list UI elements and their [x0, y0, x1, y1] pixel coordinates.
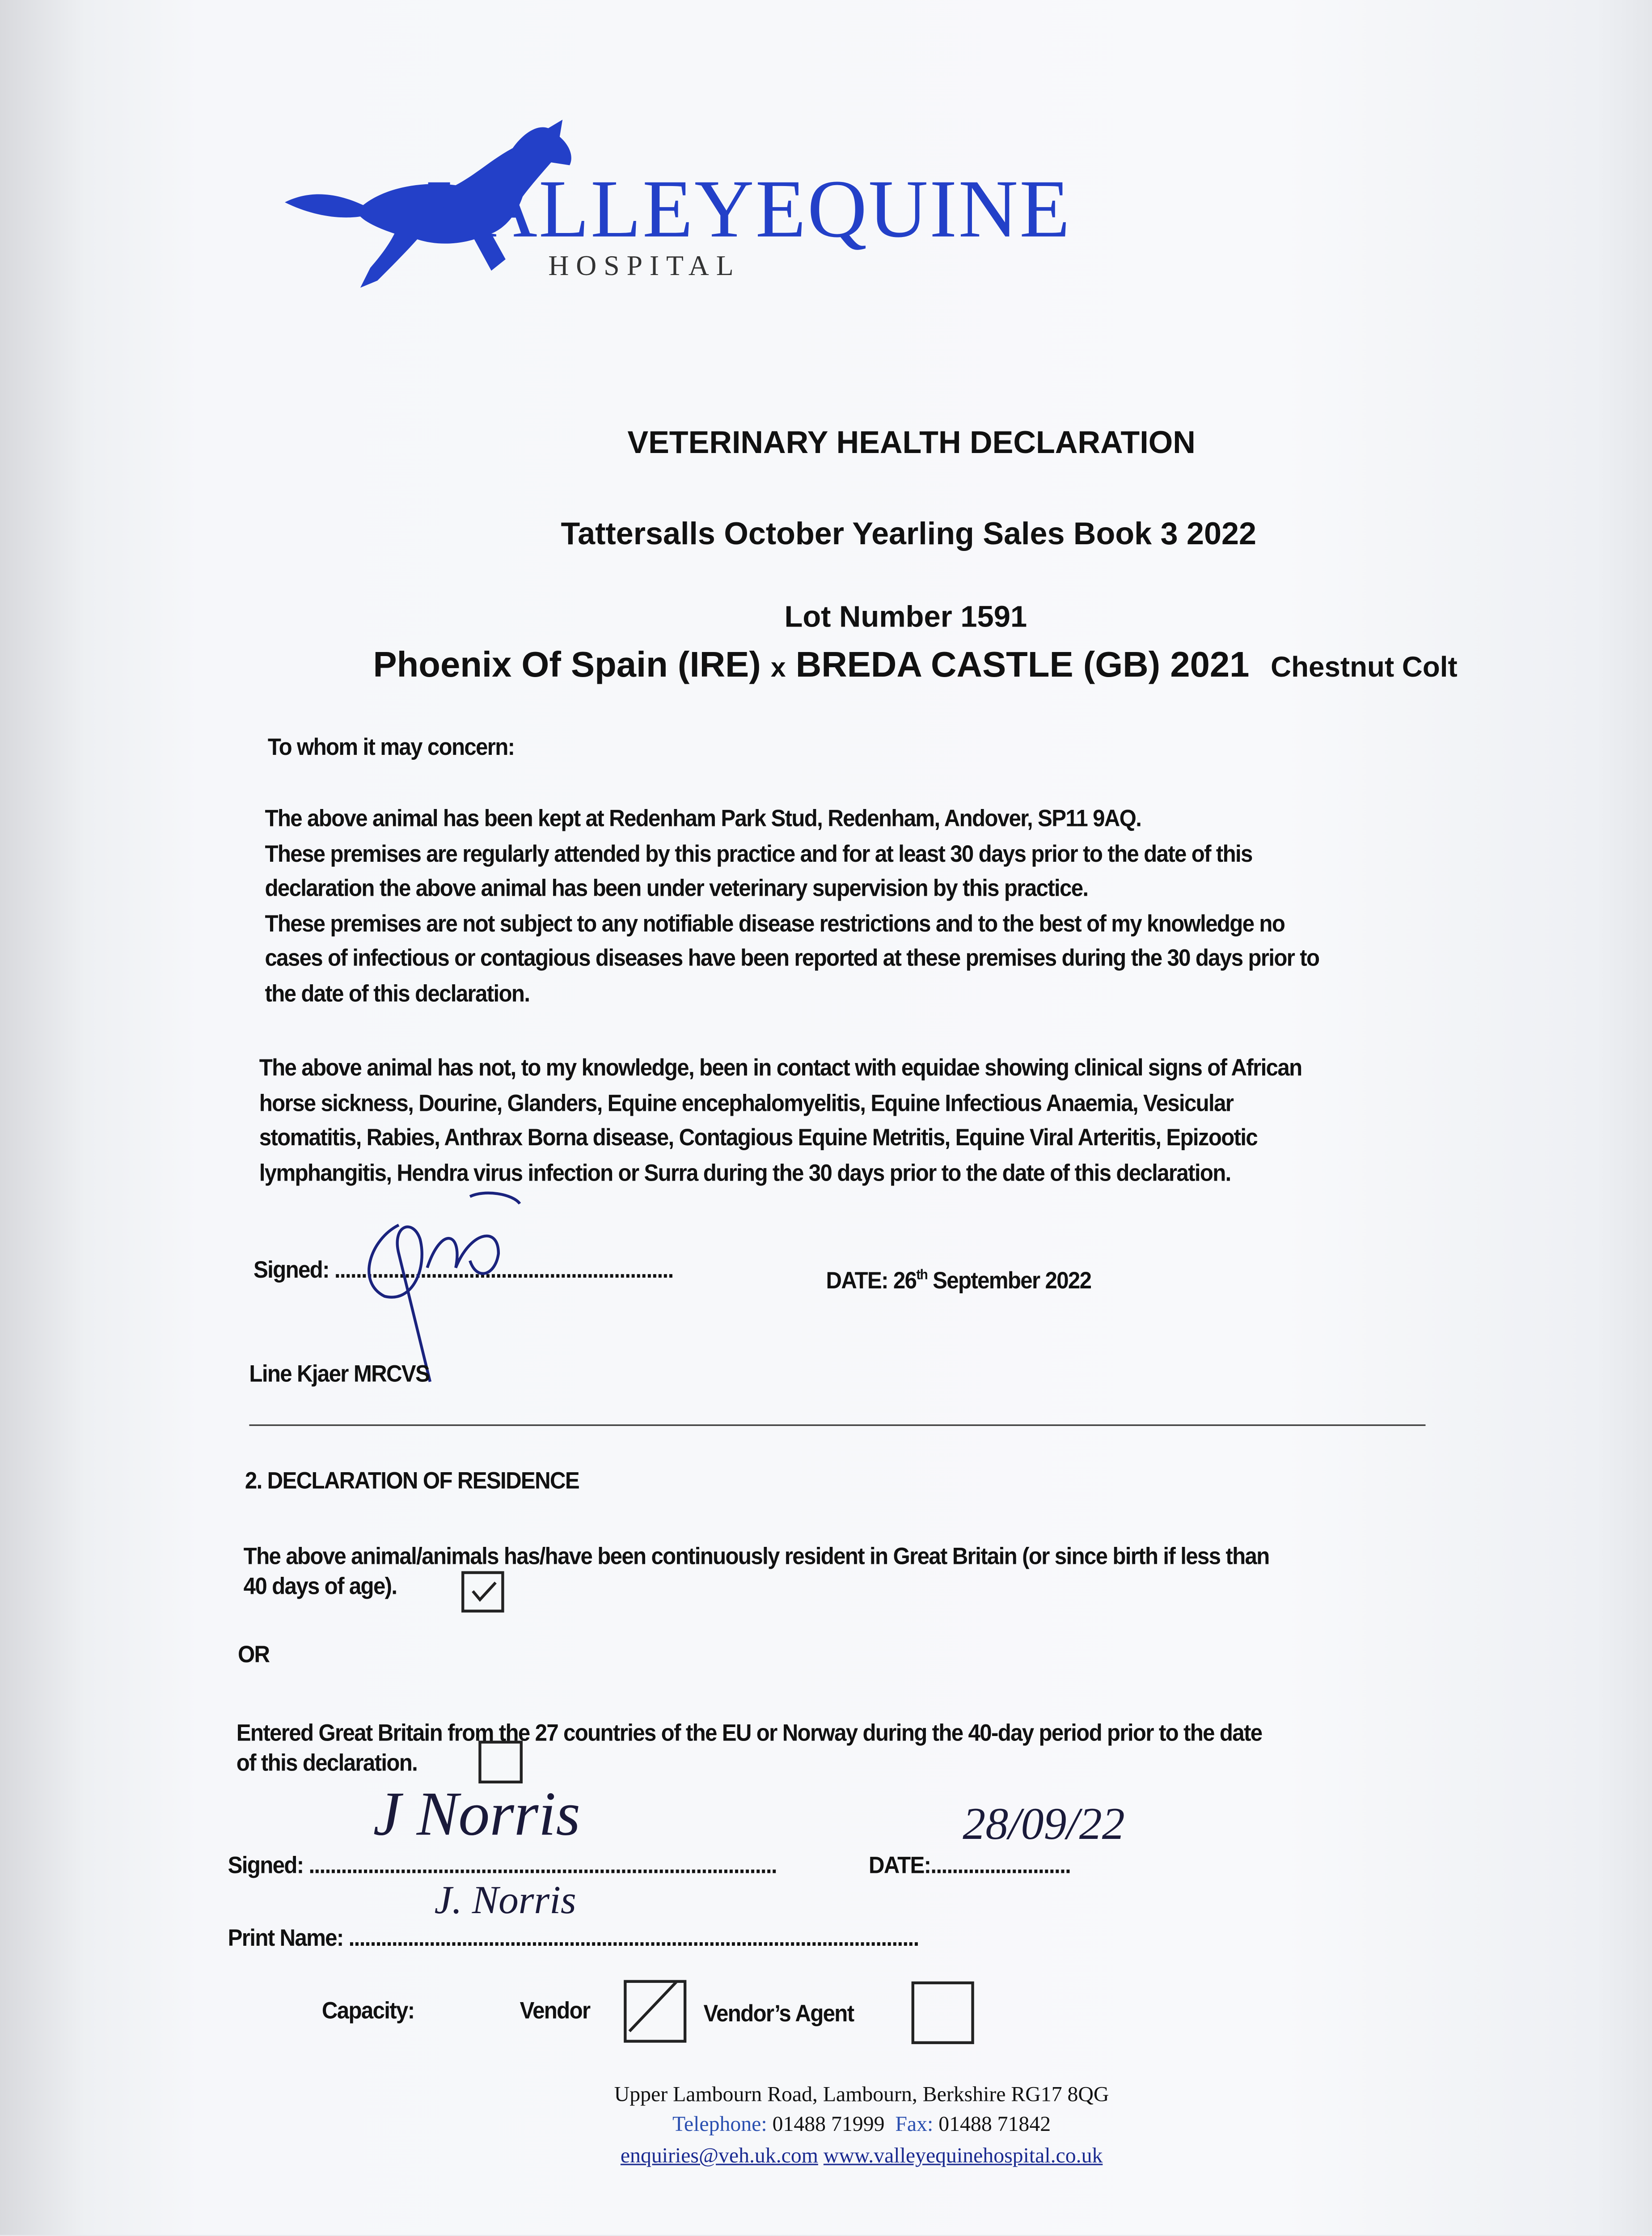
vendors-agent-label: Vendor’s Agent — [703, 2000, 854, 2027]
capacity-label: Capacity: — [321, 1997, 414, 2024]
vendor-signature: J Norris — [373, 1779, 580, 1849]
cross: x — [770, 654, 786, 684]
fax-label: Fax: — [895, 2113, 934, 2137]
website-link[interactable]: www.valleyequinehospital.co.uk — [823, 2145, 1103, 2168]
text-line: Entered Great Britain from the 27 countries of the EU or Norway during the 40-day period prior to the date — [236, 1719, 1262, 1747]
vendor-date-value: 28/09/22 — [963, 1797, 1125, 1849]
check-icon — [464, 1574, 501, 1610]
date-suffix: th — [916, 1267, 928, 1283]
dam: BREDA CASTLE (GB) 2021 — [795, 645, 1250, 686]
text-line: stomatitis, Rabies, Anthrax Borna disease, Contagious Equine Metritis, Equine Viral Arteritis, Epizootic — [259, 1124, 1258, 1151]
vet-signed-label: Signed: ............................................................... — [253, 1256, 673, 1283]
telephone-number: 01488 71999 — [772, 2113, 885, 2137]
lot-number: Lot Number 1591 — [784, 601, 1027, 634]
residence-option-2 — [237, 1718, 1262, 1778]
text-line: of this declaration. — [236, 1749, 418, 1777]
footer-contact — [506, 2113, 1218, 2138]
vendor-signed-label: Signed: ....................................................................................... — [228, 1851, 777, 1879]
text-line: cases of infectious or contagious diseases have been reported at these premises during the 30 days prior to — [265, 944, 1319, 972]
text-line: The above animal/animals has/have been continuously resident in Great Britain (or since birth if less than — [243, 1542, 1269, 1570]
entered-gb-checkbox[interactable] — [478, 1741, 523, 1783]
text-line: The above animal has not, to my knowledge, been in contact with equidae showing clinical signs of African — [259, 1054, 1302, 1081]
footer-address: Upper Lambourn Road, Lambourn, Berkshire RG17 8QG — [614, 2084, 1109, 2107]
text-line: These premises are not subject to any notifiable disease restrictions and to the best of my knowledge no — [265, 909, 1285, 937]
fax-number: 01488 71842 — [938, 2113, 1051, 2137]
sale-name: Tattersalls October Yearling Sales Book 3 2022 — [561, 516, 1256, 551]
print-name-value: J. Norris — [434, 1879, 576, 1923]
email-link[interactable]: enquiries@veh.uk.com — [620, 2145, 818, 2168]
check-icon — [627, 1983, 684, 2040]
text-line: 40 days of age). — [243, 1572, 397, 1600]
paragraph-premises — [265, 802, 1319, 1011]
footer-links — [506, 2144, 1218, 2169]
vendor-checkbox[interactable] — [624, 1980, 686, 2043]
print-name-label: Print Name: .......................................................................................................... — [228, 1924, 919, 1952]
logo-name: VALLEYEQUINE — [427, 162, 1072, 255]
vendor-label: Vendor — [520, 1997, 590, 2024]
document-title: VETERINARY HEALTH DECLARATION — [627, 424, 1196, 460]
telephone-label: Telephone: — [672, 2113, 767, 2137]
sire: Phoenix Of Spain (IRE) — [373, 645, 761, 686]
vet-date — [826, 1259, 1091, 1299]
residence-option-1 — [244, 1541, 1269, 1601]
text-line: the date of this declaration. — [265, 979, 530, 1007]
text-line: lymphangitis, Hendra virus infection or Surra during the 30 days prior to the date of this declaration. — [259, 1159, 1231, 1186]
date-value: September 2022 — [927, 1267, 1091, 1294]
section-heading: 2. DECLARATION OF RESIDENCE — [245, 1467, 579, 1495]
resident-checkbox[interactable] — [461, 1571, 504, 1612]
divider — [249, 1424, 1425, 1426]
horse-pedigree — [373, 645, 1458, 686]
vendors-agent-checkbox[interactable] — [912, 1982, 974, 2044]
logo-subname: HOSPITAL — [548, 250, 741, 282]
date-label: DATE: 26 — [826, 1267, 917, 1294]
salutation: To whom it may concern: — [267, 733, 515, 761]
horse-description: Chestnut Colt — [1271, 652, 1458, 684]
text-line: horse sickness, Dourine, Glanders, Equine encephalomyelitis, Equine Infectious Anaemia, Vesicular — [259, 1089, 1234, 1116]
or-label: OR — [237, 1641, 270, 1668]
text-line: declaration the above animal has been under veterinary supervision by this practice. — [265, 874, 1088, 902]
vendor-date-label: DATE:.......................... — [869, 1851, 1071, 1879]
text-line: The above animal has been kept at Redenham Park Stud, Redenham, Andover, SP11 9AQ. — [265, 805, 1141, 832]
vet-name: Line Kjaer MRCVS — [249, 1360, 430, 1388]
text-line: These premises are regularly attended by this practice and for at least 30 days prior to the date of this — [265, 839, 1252, 867]
